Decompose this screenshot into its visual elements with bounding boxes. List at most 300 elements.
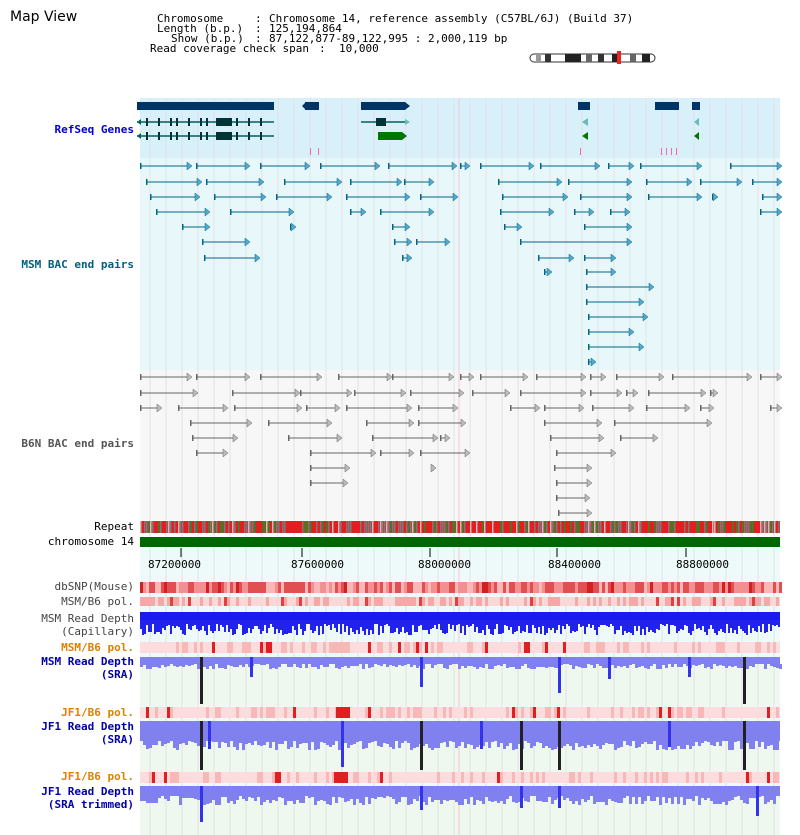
bac-end-mark [310,450,312,456]
jf1-depth-sra-bar [761,741,764,742]
msm-depth-cap-bar [592,620,594,625]
msm-depth-cap-bar [306,620,308,624]
msm-depth-sra-bar [179,664,182,666]
dbsnp-segment [659,582,662,593]
exon-mark [188,132,190,140]
msm-depth-cap-bar [340,620,342,634]
msm-depth-cap-bar [468,620,470,627]
msm-depth-cap-bar [498,620,500,634]
msm-depth-cap-bar [606,620,608,626]
dbsnp-segment [185,582,188,593]
msm-sra-pol-segment [284,642,287,653]
msm-depth-sra-bar [692,664,695,665]
msm-depth-cap-bar [292,620,294,626]
jf1-depth-sra-bar [155,741,158,745]
track-label-msm-b6-pol-sra[interactable]: MSM/B6 pol. [61,641,134,654]
msm-depth-cap-bar [144,620,146,634]
msm-pol-segment [407,597,410,606]
bac-end-mark [146,179,148,185]
dbsnp-segment [563,582,566,593]
repeat-segment [246,521,248,533]
coverage-value: 10,000 [339,42,379,55]
bac-end-mark [544,405,546,411]
msm-depth-cap-bar [702,620,704,626]
jf1-pol2-segment [356,772,359,783]
jf1-pol-segment [260,707,263,718]
jf1-pol2-segment [767,772,770,783]
jf1-depth-trim-bar [659,796,662,805]
msm-depth-sra-bar [278,664,281,667]
jf1-depth-sra-bar [281,741,284,744]
ideogram-position-marker [617,51,621,64]
jf1-depth-trim-bar [377,796,380,797]
repeat-segment [308,521,310,533]
jf1-depth-trim-bar [692,796,695,801]
msm-depth-cap-bar [156,620,158,632]
bac-end-mark [730,163,732,169]
msm-depth-sra-bar [506,664,509,668]
msm-depth-cap-bar [274,620,276,634]
msm-depth-cap-bar [774,620,776,626]
msm-depth-sra-bar [497,664,500,665]
dbsnp-segment [350,582,353,593]
msm-depth-cap-bar [776,620,778,625]
msm-depth-sra-bar [551,664,554,667]
dbsnp-segment [191,582,194,593]
msm-depth-cap-bar [630,620,632,633]
msm-pol-segment [443,597,446,606]
msm-pol-segment [449,597,452,606]
jf1-pol2-segment [389,772,392,783]
bac-end-mark [616,374,618,380]
repeat-segment [166,521,168,533]
jf1-depth-sra-bar [686,741,689,745]
msm-depth-sra-bar [347,664,350,668]
dbsnp-segment [161,582,164,593]
jf1-depth-sra-bar [413,741,416,748]
jf1-depth-sra-bar [434,741,437,748]
bac-end-mark [380,209,382,215]
bac-end-mark [700,179,702,185]
msm-depth-sra-bar [338,664,341,669]
dbsnp-segment [377,582,380,593]
jf1-depth-trim-bar [242,796,245,799]
msm-depth-cap-bar [434,620,436,625]
jf1-depth-sra-bar [575,741,578,743]
msm-depth-sra-bar [521,664,524,666]
msm-depth-cap-bar [298,620,300,624]
repeat-segment [570,521,572,533]
msm-depth-cap-bar [462,620,464,626]
repeat-segment [592,521,594,533]
jf1-depth-sra-bar [665,741,668,750]
track-label-b6n-bac[interactable]: B6N BAC end pairs [21,437,134,450]
repeat-segment [502,521,504,533]
msm-depth-cap-bar [338,620,340,624]
bac-end-mark [140,374,142,380]
jf1-pol2-segment [176,772,179,783]
dbsnp-segment [653,582,656,593]
dbsnp-segment [344,582,347,593]
axis-tick-label: 88800000 [676,558,729,571]
msm-sra-pol-segment [416,642,419,653]
jf1-depth-trim-bar [476,796,479,800]
msm-pol-segment [776,597,779,606]
msm-depth-cap-bar [496,620,498,624]
repeat-segment [202,521,204,533]
repeat-segment [750,521,752,533]
jf1-pol-segment [698,707,701,718]
bac-end-mark [590,390,592,396]
msm-pol-segment [170,597,173,606]
msm-sra-pol-segment [332,642,335,653]
msm-depth-sra-bar [341,664,344,667]
jf1-depth-sra-bar [578,741,581,747]
msm-sra-pol-segment [617,642,620,653]
msm-depth-cap-bar [230,620,232,629]
msm-pol-segment [440,597,443,606]
jf1-depth-sra-bar [320,741,323,742]
msm-depth-cap-bar [372,620,374,634]
msm-depth-cap-bar [256,620,258,626]
msm-depth-sra-bar [236,664,239,667]
msm-depth-cap-bar [576,620,578,631]
msm-depth-cap-bar [286,620,288,634]
jf1-depth-trim-bar [527,796,530,802]
repeat-segment [170,521,172,533]
dbsnp-segment [674,582,677,593]
bac-end-mark [202,239,204,245]
msm-depth-cap-bar [480,620,482,633]
msm-depth-cap-bar [376,620,378,624]
jf1-depth-sra-bar [710,741,713,745]
jf1-depth-sra-bar [635,741,638,748]
track-label-msm-depth-capillary[interactable]: MSM Read Depth [41,612,134,625]
msm-depth-sra-bar [737,664,740,668]
msm-depth-sra-bar [773,664,776,667]
ideogram-band [630,54,636,62]
msm-sra-pol-segment [329,642,332,653]
msm-pol-segment [266,597,269,606]
track-label-dbsnp[interactable]: dbSNP(Mouse) [54,580,134,593]
repeat-segment [584,521,586,533]
refseq-mark [666,148,667,155]
msm-sra-pol-segment [623,642,626,653]
msm-depth-cap-bar [542,620,544,626]
bac-end-mark [752,179,754,185]
dbsnp-segment [677,582,680,593]
msm-depth-sra-bar [680,664,683,667]
jf1-depth-sra-bar [698,741,701,746]
jf1-depth-trim-bar [446,796,449,801]
jf1-pol2-segment [656,772,659,783]
msm-depth-cap-bar [616,620,618,630]
bac-end-mark [588,359,590,365]
bac-end-mark [306,405,308,411]
dbsnp-segment [170,582,173,593]
msm-depth-cap-bar [768,620,770,624]
dbsnp-segment [224,582,227,593]
msm-depth-sra-spike [420,657,423,687]
repeat-segment [182,521,184,533]
msm-sra-pol-segment [602,642,605,653]
repeat-segment [618,521,620,533]
track-label-refseq[interactable]: RefSeq Genes [54,123,134,136]
jf1-depth-trim-bar [650,796,653,801]
repeat-segment [302,521,304,533]
jf1-depth-sra-bar [491,741,494,742]
msm-depth-sra-bar [599,664,602,666]
msm-depth-cap-bar [398,620,400,634]
jf1-pol2-segment [662,772,665,783]
msm-depth-sra-bar [716,664,719,666]
jf1-pol-segment [206,707,209,718]
msm-depth-sra-bar [542,664,545,667]
repeat-segment [346,521,348,533]
dbsnp-segment [779,582,782,593]
dbsnp-segment [254,582,257,593]
repeat-segment [284,521,286,533]
jf1-depth-trim-bar [725,796,728,805]
msm-depth-sra-bar [719,664,722,665]
jf1-depth-sra-bar [203,741,206,747]
dbsnp-segment [245,582,248,593]
msm-sra-pol-segment [407,642,410,653]
msm-depth-cap-bar [552,620,554,628]
msm-pol-segment [629,597,632,606]
jf1-depth-trim-bar [644,796,647,801]
dbsnp-segment [566,582,569,593]
jf1-depth-trim-bar [674,796,677,797]
msm-depth-cap-bar [650,620,652,630]
msm-depth-sra-bar [509,664,512,667]
jf1-depth-trim-bar [344,796,347,802]
msm-depth-sra-bar [698,664,701,665]
msm-depth-cap-bar [566,620,568,624]
msm-depth-sra-bar [575,664,578,666]
jf1-depth-trim-bar [338,796,341,797]
jf1-pol2-segment [278,772,281,783]
msm-depth-cap-bar [728,620,730,633]
msm-sra-pol-segment [437,642,440,653]
dbsnp-segment [383,582,386,593]
bac-end-mark [520,239,522,245]
msm-depth-cap-bar [390,620,392,633]
msm-depth-cap-bar [622,620,624,635]
msm-depth-cap-bar [328,620,330,625]
msm-sra-bg [140,664,780,706]
msm-depth-sra-bar [206,664,209,669]
dbsnp-segment [326,582,329,593]
jf1-depth-trim-bar [365,796,368,797]
msm-depth-cap-bar [526,620,528,625]
msm-depth-sra-bar [404,664,407,665]
msm-depth-sra-bar [476,664,479,669]
msm-depth-cap-bar [326,620,328,626]
jf1-depth-trim-bar [260,796,263,805]
msm-depth-sra-bar [386,664,389,667]
msm-depth-cap-bar [762,620,764,624]
track-label-chromosome[interactable]: chromosome 14 [47,535,134,548]
dbsnp-segment [302,582,305,593]
jf1-depth-trim-bar [488,796,491,801]
msm-sra-pol-segment [419,642,422,653]
dbsnp-segment [422,582,425,593]
jf1-depth-trim-bar [515,796,518,803]
dbsnp-segment [413,582,416,593]
dbsnp-segment [536,582,539,593]
jf1-depth-trim-bar [617,796,620,803]
msm-depth-cap-bar [660,620,662,624]
dbsnp-segment [323,582,326,593]
msm-sra-pol-segment [413,642,416,653]
msm-depth-cap-bar [244,620,246,634]
bac-end-mark [500,209,502,215]
jf1-depth-sra-bar [584,741,587,748]
jf1-pol2-segment [461,772,464,783]
jf1-depth-sra-bar [692,741,695,746]
jf1-depth-sra-bar [296,741,299,748]
msm-depth-cap-bar [416,620,418,632]
msm-depth-sra-bar [326,664,329,667]
track-label-msm-depth-sra[interactable]: MSM Read Depth [41,655,134,668]
msm-depth-cap-bar [400,620,402,632]
jf1-depth-trim-bar [767,796,770,802]
msm-depth-cap-bar [404,620,406,633]
msm-depth-cap-bar [666,620,668,624]
jf1-depth-sra-bar [473,741,476,749]
repeat-segment [214,521,216,533]
refseq-mark [671,148,672,155]
msm-depth-cap-bar [322,620,324,634]
repeat-segment [554,521,556,533]
track-label-jf1-depth-sra[interactable]: JF1 Read Depth [41,720,134,733]
repeat-segment [364,521,366,533]
jf1-depth-trim-bar [353,796,356,805]
jf1-depth-trim-bar [578,796,581,805]
msm-depth-sra-bar [644,664,647,668]
jf1-depth-sra-bar [764,741,767,749]
repeat-segment [338,521,340,533]
jf1-depth-sra-bar [599,741,602,749]
msm-depth-sra-bar [518,664,521,669]
track-label-msm-b6-pol[interactable]: MSM/B6 pol. [61,595,134,608]
msm-depth-sra-bar [152,664,155,667]
msm-depth-sra-bar [395,664,398,667]
jf1-depth-trim-bar [683,796,686,805]
jf1-depth-sra-bar [644,741,647,742]
msm-depth-sra-bar [626,664,629,668]
jf1-depth-sra-bar [197,741,200,746]
msm-depth-cap-bar [712,620,714,629]
msm-depth-cap-bar [186,620,188,624]
bac-end-mark [586,284,588,290]
track-label-jf1-pol[interactable]: JF1/B6 pol. [61,706,134,719]
dbsnp-segment [692,582,695,593]
msm-depth-sra-bar [218,664,221,668]
jf1-depth-sra-bar [677,741,680,746]
msm-sra-pol-segment [641,642,644,653]
dbsnp-segment [263,582,266,593]
jf1-depth-trim-bar [638,796,641,797]
dbsnp-segment [707,582,710,593]
msm-depth-sra-bar [182,664,185,667]
jf1-depth-trim-spike [520,786,523,808]
msm-depth-cap-bar [590,620,592,628]
jf1-depth-sra-bar [278,741,281,744]
repeat-segment [462,521,464,533]
jf1-depth-sra-bar [311,741,314,742]
jf1-depth-sra-bar [545,741,548,746]
msm-depth-cap-bar [574,620,576,632]
msm-depth-sra-bar [167,664,170,666]
jf1-depth-sra-bar [437,741,440,748]
bac-end-mark [646,179,648,185]
bac-end-mark [310,480,312,486]
jf1-pol2-hotspot [334,772,348,783]
msm-depth-cap-bar [294,620,296,630]
msm-sra-pol-segment [584,642,587,653]
jf1-depth-trim-bar [461,796,464,805]
msm-depth-sra-bar [188,664,191,666]
bac-end-mark [156,209,158,215]
msm-depth-cap-bar [636,620,638,631]
jf1-pol-segment [668,707,671,718]
jf1-depth-trim-bar [380,796,383,797]
msm-depth-cap-bar [324,620,326,624]
dbsnp-segment [614,582,617,593]
msm-depth-cap-bar [556,620,558,630]
jf1-depth-trim-bar [599,796,602,802]
track-label-jf1-depth-trimmed[interactable]: JF1 Read Depth [41,785,134,798]
bac-end-mark [620,435,622,441]
msm-sra-pol-segment [647,642,650,653]
repeat-segment [442,521,444,533]
bac-end-mark [350,179,352,185]
jf1-depth-sra-bar [152,741,155,745]
jf1-depth-sra-bar [506,741,509,746]
jf1-depth-trim-bar [320,796,323,800]
dbsnp-segment [425,582,428,593]
jf1-depth-sra-bar [425,741,428,744]
jf1-depth-sra-bar [638,741,641,747]
jf1-depth-sra-bar [248,741,251,743]
msm-depth-sra-bar [752,664,755,667]
msm-pol-segment [734,597,737,606]
msm-depth-sra-spike [608,657,611,679]
track-label-jf1-pol-2[interactable]: JF1/B6 pol. [61,770,134,783]
repeat-segment [326,521,328,533]
bac-end-mark [346,194,348,200]
repeat-segment [526,521,528,533]
repeat-segment [212,521,214,533]
msm-depth-sra-bar [413,664,416,665]
jf1-depth-trim-bar [716,796,719,804]
jf1-depth-trim-bar [254,796,257,801]
msm-depth-cap-bar [608,620,610,627]
track-label-repeat[interactable]: Repeat [94,520,134,533]
jf1-depth-sra-bar [467,741,470,744]
bac-end-mark [554,465,556,471]
jf1-depth-sra-bar [344,741,347,743]
msm-sra-pol-segment [440,642,443,653]
msm-sra-pol-segment [263,642,266,653]
repeat-segment [732,521,734,533]
track-label-msm-bac[interactable]: MSM BAC end pairs [21,258,134,271]
msm-depth-cap-bar [212,620,214,633]
msm-depth-cap-bar [548,620,550,628]
msm-depth-cap-bar [146,620,148,625]
